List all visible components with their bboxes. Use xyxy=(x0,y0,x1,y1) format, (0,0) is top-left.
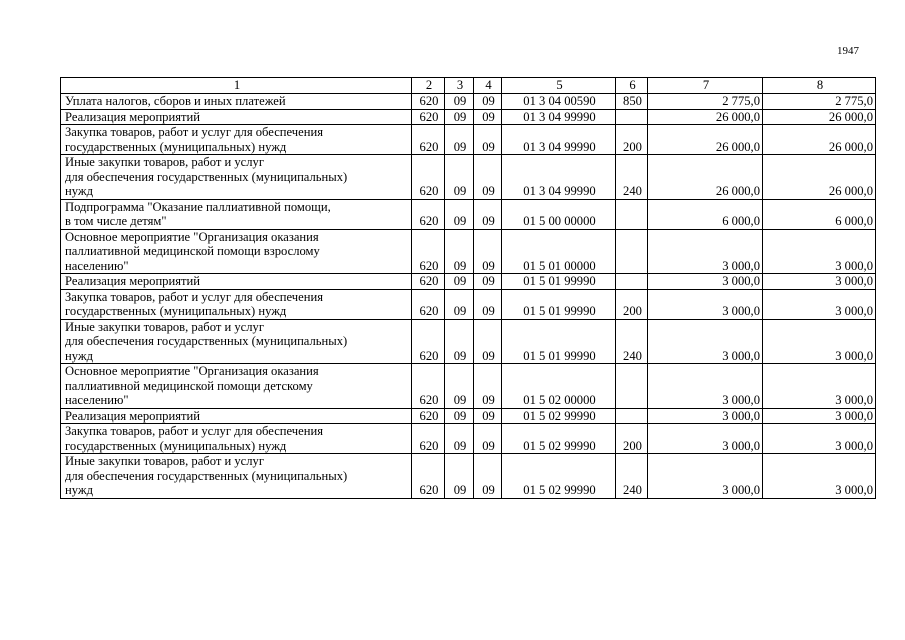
table-body xyxy=(61,94,876,499)
column-2-cell: 620 xyxy=(412,364,445,409)
amount-column-7-cell: 3 000,0 xyxy=(648,454,763,499)
column-3-cell: 09 xyxy=(445,109,474,125)
column-2-cell: 620 xyxy=(412,109,445,125)
amount-column-8-cell: 2 775,0 xyxy=(763,94,876,110)
amount-column-8-cell: 26 000,0 xyxy=(763,109,876,125)
item-name-line: государственных (муниципальных) нужд xyxy=(65,139,287,154)
column-4-cell: 09 xyxy=(474,125,502,155)
table-row xyxy=(61,109,876,125)
classification-code-cell: 01 5 02 99990 xyxy=(502,454,616,499)
item-name-line: нужд xyxy=(65,483,93,497)
header-cell: 6 xyxy=(616,78,648,94)
table-row xyxy=(61,274,876,290)
item-name-line: Закупка товаров, работ и услуг для обеспечения xyxy=(65,125,324,139)
column-3-cell: 09 xyxy=(445,408,474,424)
table-row xyxy=(61,319,876,364)
classification-code-cell: 01 5 01 99990 xyxy=(502,289,616,319)
header-cell: 3 xyxy=(445,78,474,94)
classification-code-cell: 01 5 02 99990 xyxy=(502,424,616,454)
amount-column-7-cell: 3 000,0 xyxy=(648,364,763,409)
column-3-cell: 09 xyxy=(445,94,474,110)
item-name-line: Закупка товаров, работ и услуг для обеспечения xyxy=(65,289,324,304)
amount-column-8-cell: 26 000,0 xyxy=(763,125,876,155)
expense-type-cell: 240 xyxy=(616,155,648,200)
amount-column-7-cell: 3 000,0 xyxy=(648,408,763,424)
column-4-cell: 09 xyxy=(474,274,502,290)
classification-code-cell: 01 5 02 99990 xyxy=(502,408,616,424)
classification-code-cell: 01 5 01 99990 xyxy=(502,319,616,364)
column-2-cell: 620 xyxy=(412,125,445,155)
amount-column-7-cell: 3 000,0 xyxy=(648,274,763,290)
item-name-line: для обеспечения государственных (муниципальных) xyxy=(65,468,348,483)
column-3-cell: 09 xyxy=(445,319,474,364)
column-4-cell: 09 xyxy=(474,94,502,110)
item-name-cell xyxy=(61,364,412,409)
table-row xyxy=(61,364,876,409)
classification-code-cell: 01 5 01 99990 xyxy=(502,274,616,290)
table-row xyxy=(61,199,876,229)
item-name-line: Закупка товаров, работ и услуг для обеспечения xyxy=(65,424,324,438)
item-name-cell xyxy=(61,109,412,125)
amount-column-8-cell: 26 000,0 xyxy=(763,155,876,200)
column-2-cell: 620 xyxy=(412,94,445,110)
amount-column-7-cell: 3 000,0 xyxy=(648,319,763,364)
item-name-line: паллиативной медицинской помощи взрослому xyxy=(65,244,320,258)
classification-code-cell: 01 3 04 99990 xyxy=(502,109,616,125)
item-name-line: Иные закупки товаров, работ и услуг xyxy=(65,319,265,334)
expense-type-cell xyxy=(616,364,648,409)
header-cell: 8 xyxy=(763,78,876,94)
column-4-cell: 09 xyxy=(474,109,502,125)
table-row xyxy=(61,125,876,155)
amount-column-8-cell: 3 000,0 xyxy=(763,289,876,319)
item-name-cell xyxy=(61,94,412,110)
expense-type-cell: 850 xyxy=(616,94,648,110)
item-name-cell xyxy=(61,319,412,364)
column-4-cell: 09 xyxy=(474,364,502,409)
item-name-line: паллиативной медицинской помощи детскому xyxy=(65,378,313,393)
column-3-cell: 09 xyxy=(445,229,474,274)
column-2-cell: 620 xyxy=(412,289,445,319)
amount-column-7-cell: 26 000,0 xyxy=(648,109,763,125)
classification-code-cell: 01 5 02 00000 xyxy=(502,364,616,409)
item-name-cell xyxy=(61,408,412,424)
table-row xyxy=(61,289,876,319)
column-3-cell: 09 xyxy=(445,155,474,200)
amount-column-7-cell: 2 775,0 xyxy=(648,94,763,110)
column-4-cell: 09 xyxy=(474,155,502,200)
expense-type-cell xyxy=(616,109,648,125)
page-number: 1947 xyxy=(837,45,859,57)
column-2-cell: 620 xyxy=(412,229,445,274)
column-2-cell: 620 xyxy=(412,155,445,200)
column-3-cell: 09 xyxy=(445,289,474,319)
classification-code-cell: 01 3 04 99990 xyxy=(502,125,616,155)
amount-column-7-cell: 6 000,0 xyxy=(648,199,763,229)
classification-code-cell: 01 3 04 00590 xyxy=(502,94,616,110)
header-cell: 7 xyxy=(648,78,763,94)
column-3-cell: 09 xyxy=(445,364,474,409)
item-name-line: нужд xyxy=(65,184,93,198)
column-3-cell: 09 xyxy=(445,199,474,229)
classification-code-cell: 01 3 04 99990 xyxy=(502,155,616,200)
expense-type-cell xyxy=(616,229,648,274)
column-3-cell: 09 xyxy=(445,274,474,290)
amount-column-8-cell: 3 000,0 xyxy=(763,454,876,499)
column-4-cell: 09 xyxy=(474,408,502,424)
column-2-cell: 620 xyxy=(412,408,445,424)
expense-type-cell: 200 xyxy=(616,424,648,454)
item-name-line: Реализация мероприятий xyxy=(65,408,200,423)
column-3-cell: 09 xyxy=(445,424,474,454)
item-name-line: нужд xyxy=(65,348,93,363)
item-name-line: государственных (муниципальных) нужд xyxy=(65,438,287,453)
column-3-cell: 09 xyxy=(445,125,474,155)
header-row xyxy=(61,78,876,94)
column-4-cell: 09 xyxy=(474,319,502,364)
header-cell: 5 xyxy=(502,78,616,94)
table-row xyxy=(61,94,876,110)
item-name-line: для обеспечения государственных (муниципальных) xyxy=(65,169,348,184)
expense-type-cell: 200 xyxy=(616,289,648,319)
amount-column-8-cell: 3 000,0 xyxy=(763,364,876,409)
expense-type-cell xyxy=(616,274,648,290)
item-name-line: Уплата налогов, сборов и иных платежей xyxy=(65,94,286,108)
classification-code-cell: 01 5 01 00000 xyxy=(502,229,616,274)
item-name-line: для обеспечения государственных (муниципальных) xyxy=(65,334,348,348)
table-row xyxy=(61,408,876,424)
item-name-line: Иные закупки товаров, работ и услуг xyxy=(65,155,265,169)
item-name-line: Основное мероприятие "Организация оказания xyxy=(65,364,319,378)
header-cell: 2 xyxy=(412,78,445,94)
item-name-line: населению" xyxy=(65,393,129,407)
item-name-line: Основное мероприятие "Организация оказания xyxy=(65,229,319,244)
column-4-cell: 09 xyxy=(474,454,502,499)
item-name-cell xyxy=(61,289,412,319)
expense-type-cell: 240 xyxy=(616,319,648,364)
item-name-cell xyxy=(61,125,412,155)
table-row xyxy=(61,229,876,274)
item-name-line: Реализация мероприятий xyxy=(65,274,200,288)
budget-table xyxy=(60,77,876,499)
item-name-cell xyxy=(61,229,412,274)
column-2-cell: 620 xyxy=(412,274,445,290)
header-cell: 1 xyxy=(61,78,412,94)
item-name-line: Реализация мероприятий xyxy=(65,109,200,124)
amount-column-7-cell: 3 000,0 xyxy=(648,229,763,274)
expense-type-cell xyxy=(616,408,648,424)
item-name-cell xyxy=(61,454,412,499)
column-4-cell: 09 xyxy=(474,229,502,274)
item-name-cell xyxy=(61,199,412,229)
column-4-cell: 09 xyxy=(474,424,502,454)
amount-column-8-cell: 3 000,0 xyxy=(763,424,876,454)
item-name-cell xyxy=(61,155,412,200)
column-2-cell: 620 xyxy=(412,424,445,454)
item-name-line: населению" xyxy=(65,258,129,273)
amount-column-7-cell: 3 000,0 xyxy=(648,424,763,454)
item-name-line: Подпрограмма "Оказание паллиативной помощи, xyxy=(65,199,331,214)
expense-type-cell xyxy=(616,199,648,229)
amount-column-8-cell: 3 000,0 xyxy=(763,319,876,364)
amount-column-8-cell: 3 000,0 xyxy=(763,229,876,274)
column-3-cell: 09 xyxy=(445,454,474,499)
amount-column-8-cell: 3 000,0 xyxy=(763,408,876,424)
header-cell: 4 xyxy=(474,78,502,94)
expense-type-cell: 240 xyxy=(616,454,648,499)
item-name-cell xyxy=(61,424,412,454)
table-row xyxy=(61,454,876,499)
column-4-cell: 09 xyxy=(474,289,502,319)
table-row xyxy=(61,155,876,200)
column-4-cell: 09 xyxy=(474,199,502,229)
classification-code-cell: 01 5 00 00000 xyxy=(502,199,616,229)
column-2-cell: 620 xyxy=(412,454,445,499)
item-name-line: Иные закупки товаров, работ и услуг xyxy=(65,454,265,468)
table-row xyxy=(61,424,876,454)
column-2-cell: 620 xyxy=(412,319,445,364)
column-2-cell: 620 xyxy=(412,199,445,229)
item-name-cell xyxy=(61,274,412,290)
amount-column-7-cell: 3 000,0 xyxy=(648,289,763,319)
amount-column-8-cell: 3 000,0 xyxy=(763,274,876,290)
item-name-line: государственных (муниципальных) нужд xyxy=(65,304,287,318)
expense-type-cell: 200 xyxy=(616,125,648,155)
amount-column-7-cell: 26 000,0 xyxy=(648,125,763,155)
item-name-line: в том числе детям" xyxy=(65,214,167,228)
amount-column-8-cell: 6 000,0 xyxy=(763,199,876,229)
amount-column-7-cell: 26 000,0 xyxy=(648,155,763,200)
